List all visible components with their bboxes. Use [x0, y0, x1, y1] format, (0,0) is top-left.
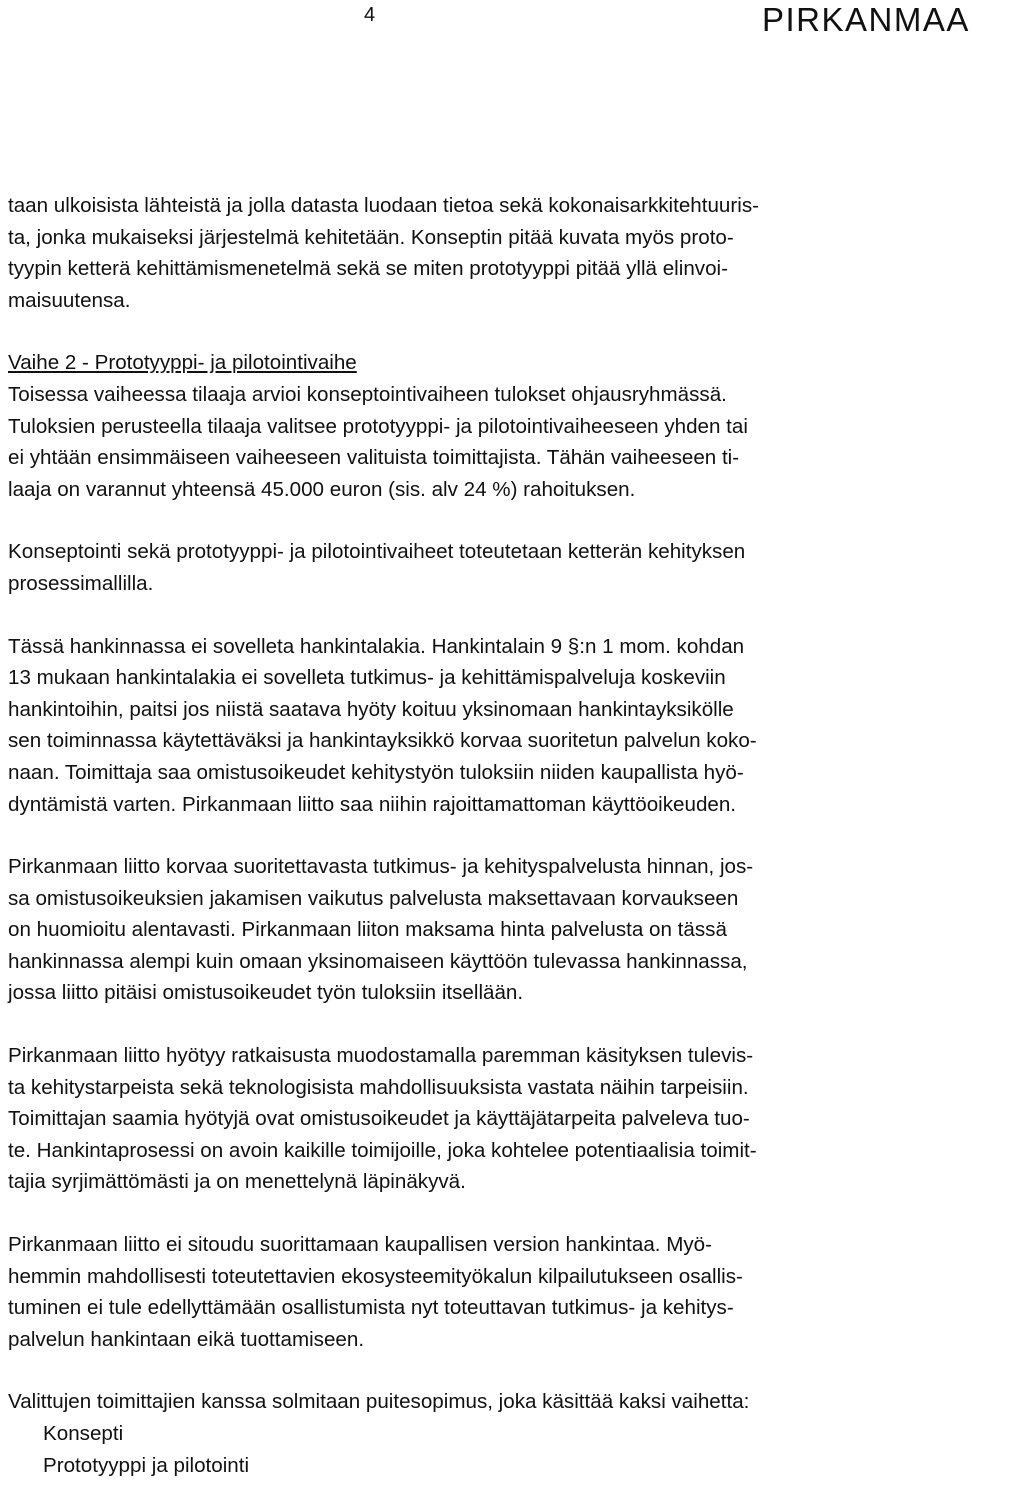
text-line: Konseptointi sekä prototyyppi- ja pilotointivaiheet toteutetaan ketterän kehityksen — [8, 540, 746, 564]
text-line: tuminen ei tule edellyttämään osallistumista nyt toteuttavan tutkimus- ja kehitys- — [8, 1296, 734, 1320]
text-line: prosessimallilla. — [8, 571, 154, 595]
text-line: taan ulkoisista lähteistä ja jolla datasta luodaan tietoa sekä kokonaisarkkitehtuuris- — [8, 194, 759, 217]
text-line: Pirkanmaan liitto hyötyy ratkaisusta muodostamalla paremman käsityksen tulevis- — [8, 1044, 754, 1068]
text-line: tyypin ketterä kehittämismenetelmä sekä se miten prototyyppi pitää yllä elinvoi- — [8, 257, 728, 281]
paragraph-phase2 — [8, 347, 1020, 505]
text-line: ta, jonka mukaiseksi järjestelmä kehitetään. Konseptin pitää kuvata myös proto- — [8, 225, 734, 249]
text-line: on huomioitu alentavasti. Pirkanmaan liiton maksama hinta palvelusta on tässä — [8, 918, 727, 942]
text-line: ei yhtään ensimmäiseen vaiheeseen valituista toimittajista. Tähän vaiheeseen ti- — [8, 446, 740, 470]
text-line: hemmin mahdollisesti toteutettavien ekosysteemityökalun kilpailutukseen osallis- — [8, 1264, 743, 1288]
phase-list-item: Prototyyppi ja pilotointi — [43, 1453, 250, 1477]
text-line: Toisessa vaiheessa tilaaja arvioi konseptointivaiheen tulokset ohjausryhmässä. — [8, 382, 727, 406]
paragraph-agile — [8, 536, 1020, 599]
document-body — [8, 190, 1020, 1481]
paragraph-procurement-law — [8, 631, 1020, 821]
text-line: Tuloksien perusteella tilaaja valitsee prototyyppi- ja pilotointivaiheeseen yhden tai — [8, 414, 748, 438]
text-line: Toimittajan saamia hyötyjä ovat omistusoikeudet ja käyttäjätarpeita palveleva tuo- — [8, 1107, 750, 1131]
paragraph-intro — [8, 190, 1020, 316]
text-line: Tässä hankinnassa ei sovelleta hankintalakia. Hankintalain 9 §:n 1 mom. kohdan — [8, 634, 745, 658]
paragraph-commitment — [8, 1229, 1020, 1355]
text-line: sa omistusoikeuksien jakamisen vaikutus palvelusta maksettavaan korvaukseen — [8, 886, 739, 910]
text-line: tajia syrjimättömästi ja on menettelynä läpinäkyvä. — [8, 1170, 466, 1194]
section-heading-phase2: Vaihe 2 - Prototyyppi- ja pilotointivaihe — [8, 351, 357, 375]
text-line: hankinnassa alempi kuin omaan yksinomaiseen käyttöön tulevassa hankinnassa, — [8, 949, 748, 973]
paragraph-contract — [8, 1386, 1020, 1481]
phase-list-item: Konsepti — [43, 1422, 124, 1445]
text-line: naan. Toimittaja saa omistusoikeudet kehitystyön tuloksiin niiden kaupallista hyö- — [8, 760, 744, 784]
text-line: Valittujen toimittajien kanssa solmitaan puitesopimus, joka käsittää kaksi vaihetta: — [8, 1390, 750, 1414]
text-line: Pirkanmaan liitto ei sitoudu suorittamaan kaupallisen version hankintaa. Myö- — [8, 1233, 712, 1257]
text-line: palvelun hankintaan eikä tuottamiseen. — [8, 1327, 365, 1351]
text-line: 13 mukaan hankintalakia ei sovelleta tutkimus- ja kehittämispalveluja koskeviin — [8, 666, 726, 690]
text-line: sen toiminnassa käytettäväksi ja hankintayksikkö korvaa suoritetun palvelun koko- — [8, 729, 757, 753]
text-line: dyntämistä varten. Pirkanmaan liitto saa niihin rajoittamattoman käyttöoikeuden. — [8, 792, 737, 816]
paragraph-benefits — [8, 1040, 1020, 1198]
text-line: te. Hankintaprosessi on avoin kaikille toimijoille, joka kohtelee potentiaalisia toimit- — [8, 1138, 757, 1162]
paragraph-compensation — [8, 851, 1020, 1009]
page-number: 4 — [364, 4, 376, 26]
organization-header: PIRKANMAA — [762, 1, 970, 38]
text-line: maisuutensa. — [8, 288, 131, 312]
text-line: Pirkanmaan liitto korvaa suoritettavasta tutkimus- ja kehityspalvelusta hinnan, jos- — [8, 855, 754, 879]
text-line: hankintoihin, paitsi jos niistä saatava hyöty koituu yksinomaan hankintayksikölle — [8, 697, 734, 721]
text-line: jossa liitto pitäisi omistusoikeudet työn tuloksiin itsellään. — [8, 981, 524, 1005]
text-line: laaja on varannut yhteensä 45.000 euron (sis. alv 24 %) rahoituksen. — [8, 477, 636, 501]
text-line: ta kehitystarpeista sekä teknologisista mahdollisuuksista vastata näihin tarpeisiin. — [8, 1075, 749, 1099]
